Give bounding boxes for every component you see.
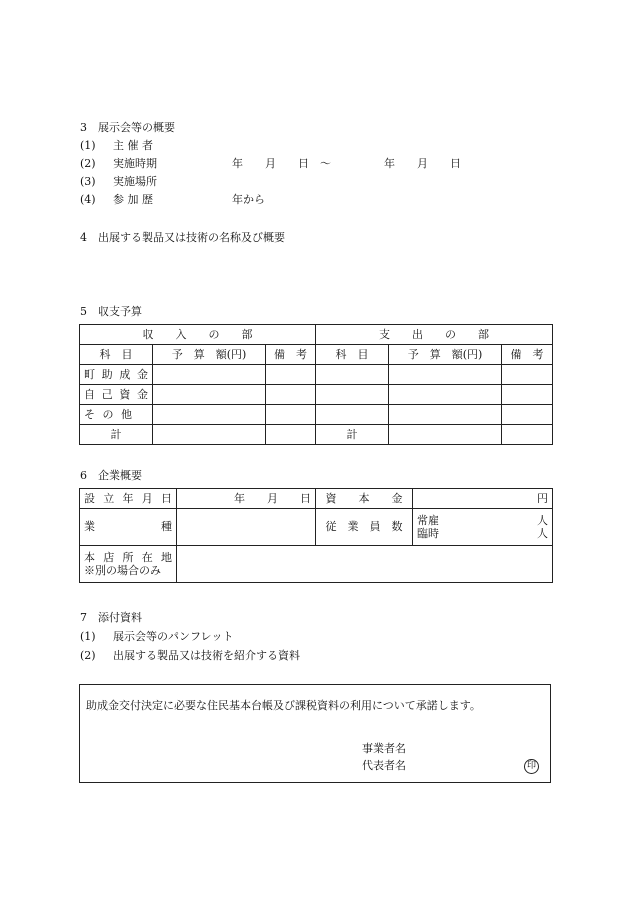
s3-item-history: (4) 参 加 歴 bbox=[80, 193, 153, 206]
capital-unit[interactable]: 円 bbox=[413, 489, 553, 509]
representative-label: 代表者名 bbox=[362, 759, 406, 772]
employees-value[interactable] bbox=[413, 509, 553, 546]
income-row-label: 町助成金 bbox=[80, 365, 153, 385]
budget-cell[interactable] bbox=[153, 385, 266, 405]
budget-table bbox=[79, 324, 553, 445]
section-3-title: 3 展示会等の概要 bbox=[80, 121, 175, 134]
income-total-label: 計 bbox=[80, 425, 153, 445]
s3-item-venue: (3) 実施場所 bbox=[80, 175, 157, 188]
history-suffix: 年から bbox=[232, 193, 265, 206]
col-note: 備 考 bbox=[266, 345, 316, 365]
note-cell[interactable] bbox=[266, 425, 316, 445]
period-start: 年 月 日 ～ bbox=[232, 157, 331, 170]
established-label: 設立年月日 bbox=[80, 489, 177, 509]
budget-cell[interactable] bbox=[389, 365, 502, 385]
table-row bbox=[80, 425, 553, 445]
table-row bbox=[80, 405, 553, 425]
hq-label-cell bbox=[80, 546, 177, 583]
s7-item-pamphlet: (1) 展示会等のパンフレット bbox=[80, 630, 234, 643]
budget-cell[interactable] bbox=[153, 405, 266, 425]
person-unit: 人 bbox=[537, 513, 548, 527]
col-budget: 予 算 額(円) bbox=[389, 345, 502, 365]
note-cell[interactable] bbox=[502, 365, 553, 385]
budget-cell[interactable] bbox=[389, 385, 502, 405]
hq-value[interactable] bbox=[177, 546, 553, 583]
budget-cell[interactable] bbox=[153, 365, 266, 385]
temp-label: 臨時 bbox=[417, 527, 439, 540]
note-cell[interactable] bbox=[502, 405, 553, 425]
business-name-label: 事業者名 bbox=[362, 742, 406, 755]
table-row bbox=[80, 365, 553, 385]
industry-value[interactable] bbox=[177, 509, 316, 546]
note-cell[interactable] bbox=[266, 365, 316, 385]
note-cell[interactable] bbox=[502, 385, 553, 405]
budget-cell[interactable] bbox=[389, 405, 502, 425]
period-end: 年 月 日 bbox=[384, 157, 461, 170]
income-header: 収 入 の 部 bbox=[80, 325, 316, 345]
table-row bbox=[80, 385, 553, 405]
s3-item-period: (2) 実施時期 bbox=[80, 157, 157, 170]
seal-icon: 印 bbox=[524, 759, 539, 774]
hq-label: 本店所在地 bbox=[84, 550, 172, 564]
expense-item-cell[interactable] bbox=[316, 365, 389, 385]
consent-box bbox=[79, 684, 551, 783]
consent-text: 助成金交付決定に必要な住民基本台帳及び課税資料の利用について承諾します。 bbox=[86, 699, 481, 712]
income-row-label: 自己資金 bbox=[80, 385, 153, 405]
note-cell[interactable] bbox=[266, 385, 316, 405]
income-row-label: そ の 他 bbox=[80, 405, 153, 425]
section-4-title: 4 出展する製品又は技術の名称及び概要 bbox=[80, 231, 285, 244]
established-value[interactable]: 年 月 日 bbox=[177, 489, 316, 509]
company-table bbox=[79, 488, 553, 583]
capital-label: 資 本 金 bbox=[316, 489, 413, 509]
col-budget: 予 算 額(円) bbox=[153, 345, 266, 365]
budget-cell[interactable] bbox=[389, 425, 502, 445]
expense-item-cell[interactable] bbox=[316, 385, 389, 405]
expense-header: 支 出 の 部 bbox=[316, 325, 553, 345]
industry-label: 業 種 bbox=[80, 509, 177, 546]
hq-note: ※別の場合のみ bbox=[84, 564, 161, 577]
col-item: 科 目 bbox=[316, 345, 389, 365]
section-5-title: 5 収支予算 bbox=[80, 305, 142, 318]
section-6-title: 6 企業概要 bbox=[80, 469, 142, 482]
s3-item-organizer: (1) 主 催 者 bbox=[80, 139, 153, 152]
col-note: 備 考 bbox=[502, 345, 553, 365]
s7-item-material: (2) 出展する製品又は技術を紹介する資料 bbox=[80, 649, 300, 662]
budget-cell[interactable] bbox=[153, 425, 266, 445]
employees-label: 従 業 員 数 bbox=[316, 509, 413, 546]
note-cell[interactable] bbox=[502, 425, 553, 445]
expense-total-label: 計 bbox=[316, 425, 389, 445]
note-cell[interactable] bbox=[266, 405, 316, 425]
col-item: 科 目 bbox=[80, 345, 153, 365]
person-unit: 人 bbox=[537, 527, 548, 540]
regular-label: 常雇 bbox=[417, 513, 439, 527]
expense-item-cell[interactable] bbox=[316, 405, 389, 425]
section-7-title: 7 添付資料 bbox=[80, 611, 142, 624]
